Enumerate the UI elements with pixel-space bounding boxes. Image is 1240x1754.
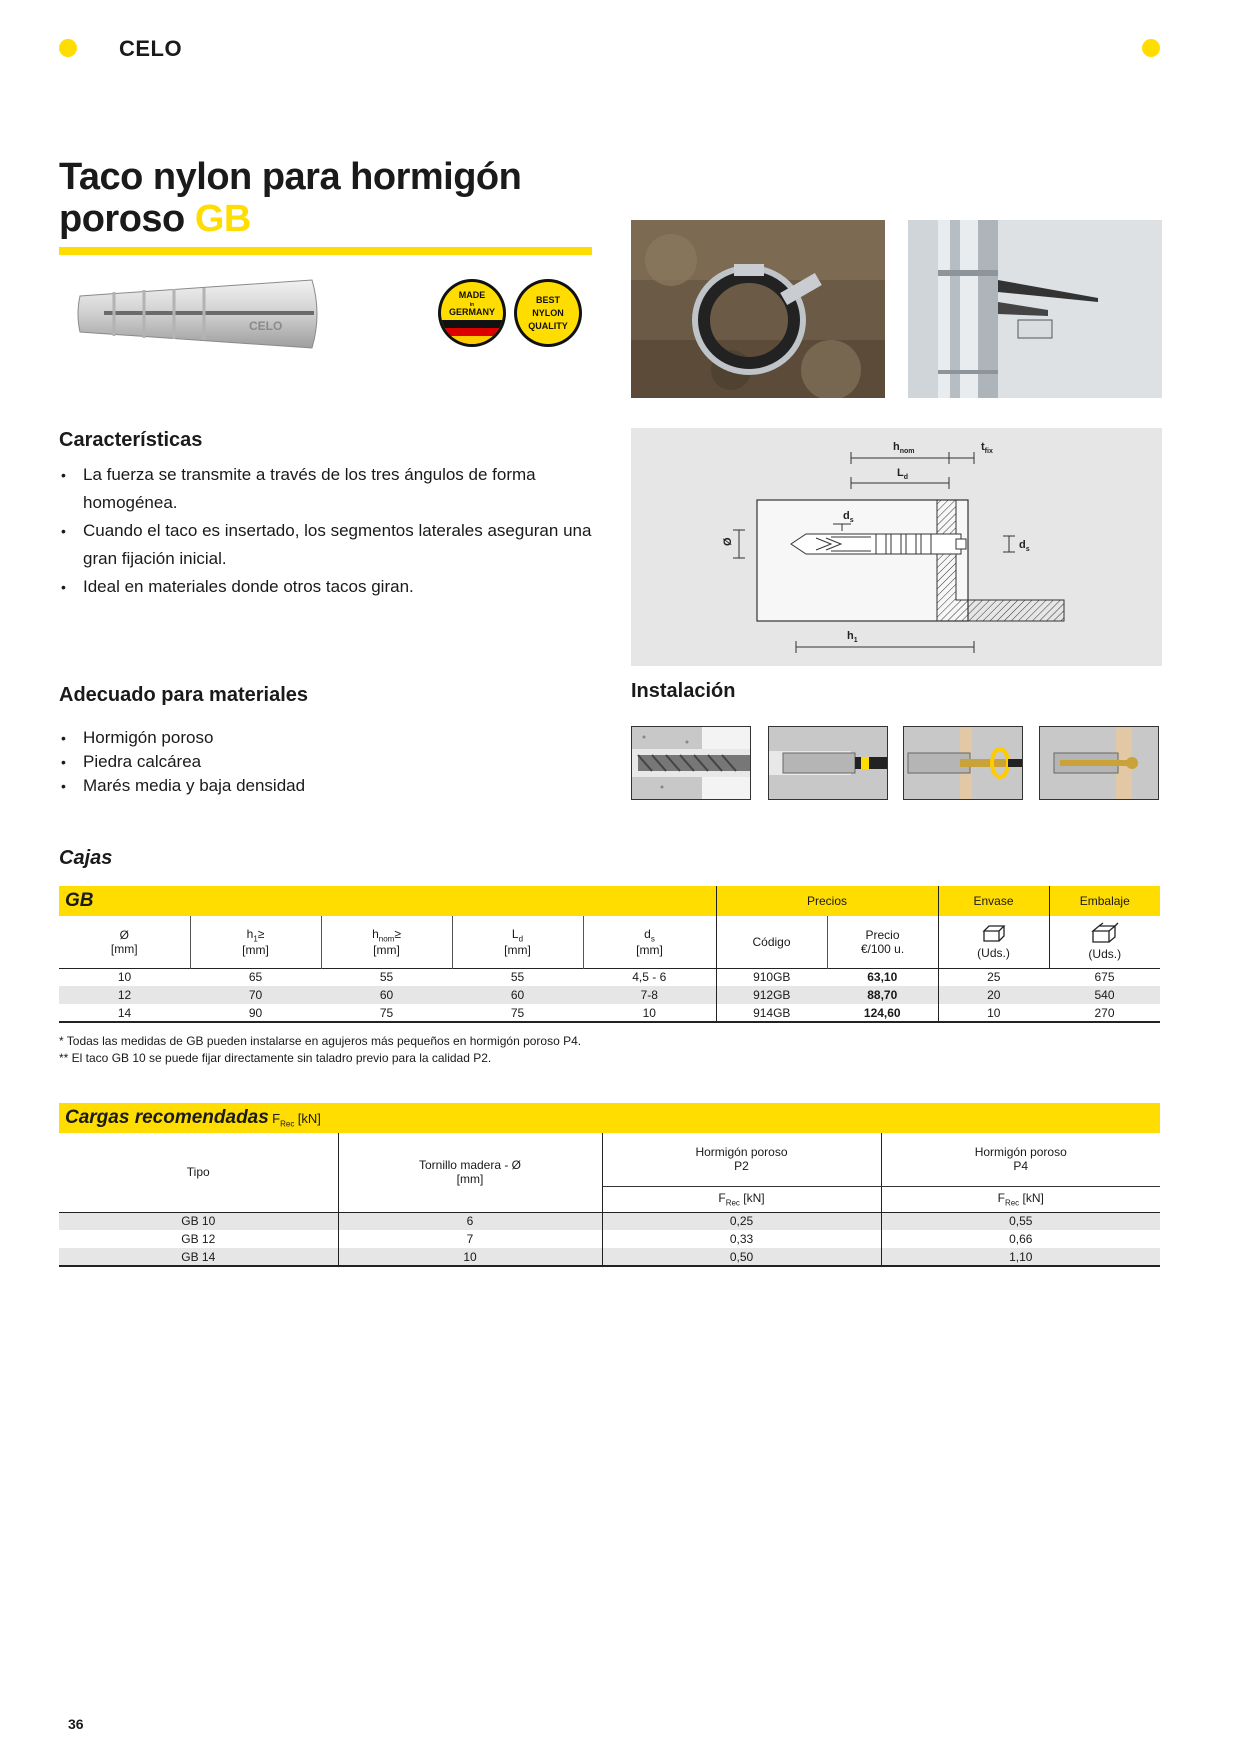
svg-text:tfix bbox=[981, 441, 993, 455]
label-d2: d bbox=[1019, 539, 1026, 551]
brand-name: CELO bbox=[119, 36, 183, 61]
label-nom: nom bbox=[899, 448, 915, 455]
list-item: • Ideal en materiales donde otros tacos giran. bbox=[59, 573, 599, 601]
label-h: h bbox=[893, 441, 900, 453]
label-d2-sub: s bbox=[1025, 546, 1030, 553]
badge-best-line3: QUALITY bbox=[528, 321, 568, 331]
made-in-germany-badge bbox=[437, 278, 507, 348]
col-embalaje: (Uds.) bbox=[1049, 916, 1160, 968]
table-row: GB 14 10 0,50 1,10 bbox=[59, 1248, 1160, 1266]
label-diameter: Ø bbox=[722, 537, 734, 546]
label-fix: fix bbox=[984, 448, 993, 455]
col-ld: $L_d$ [mm] bbox=[452, 916, 583, 968]
cargas-bar bbox=[59, 1103, 1160, 1133]
precios-group-header: Precios bbox=[716, 886, 938, 916]
title-underline bbox=[59, 247, 592, 255]
header-dot-left bbox=[59, 39, 77, 57]
embalaje-group-header: Embalaje bbox=[1049, 886, 1160, 916]
list-item: • Hormigón poroso bbox=[59, 726, 559, 750]
install-step-2 bbox=[768, 726, 888, 800]
table-row: 14 90 75 75 10 914GB 124,60 10 270 bbox=[59, 1004, 1160, 1022]
box-icon bbox=[981, 923, 1007, 943]
install-step-1 bbox=[631, 726, 751, 800]
gb-label: GB bbox=[65, 890, 94, 911]
cargas-table bbox=[59, 1103, 1160, 1267]
cajas-heading: Cajas bbox=[59, 847, 113, 869]
envase-group-header: Envase bbox=[938, 886, 1049, 916]
col-precio: Precio €/100 u. bbox=[827, 916, 938, 968]
col-tipo: Tipo bbox=[59, 1133, 338, 1212]
cargas-f: F bbox=[272, 1111, 281, 1126]
gb-bar bbox=[59, 886, 716, 916]
col-h1: $h_1\ge$ [mm] bbox=[190, 916, 321, 968]
col-envase: (Uds.) bbox=[938, 916, 1049, 968]
footnote-1: * Todas las medidas de GB pueden instalarse en agujeros más pequeños en hormigón poroso P4. bbox=[59, 1034, 582, 1048]
photo-wall-bracket bbox=[908, 220, 1162, 398]
badge-best-line1: BEST bbox=[535, 295, 561, 305]
col-hnom: $h_{nom}\ge$ [mm] bbox=[321, 916, 452, 968]
col-p4-frec: $F_{Rec}$ [kN] bbox=[997, 1190, 1044, 1208]
cajas-footnotes bbox=[59, 1033, 959, 1067]
install-step-3 bbox=[903, 726, 1023, 800]
svg-text:h1 bbox=[847, 630, 858, 644]
title-accent: GB bbox=[194, 198, 251, 240]
table-row: 12 70 60 60 7-8 912GB 88,70 20 540 bbox=[59, 986, 1160, 1004]
table-row: GB 12 7 0,33 0,66 bbox=[59, 1230, 1160, 1248]
cajas-table bbox=[59, 886, 1160, 1023]
caracteristicas-heading: Características bbox=[59, 429, 203, 451]
col-p2: Hormigón poroso P2 bbox=[602, 1133, 881, 1186]
instalacion-heading: Instalación bbox=[631, 680, 736, 702]
photo-pipe-clamp bbox=[631, 220, 885, 398]
title-line-2 bbox=[59, 198, 599, 240]
title-line-2-prefix: poroso bbox=[59, 198, 195, 240]
carton-icon bbox=[1090, 922, 1120, 944]
product-image bbox=[74, 278, 324, 350]
best-nylon-quality-badge bbox=[513, 278, 583, 348]
list-item: • Marés media y baja densidad bbox=[59, 774, 559, 798]
cargas-heading: Cargas recomendadas bbox=[65, 1107, 269, 1128]
table-row: GB 10 6 0,25 0,55 bbox=[59, 1212, 1160, 1230]
list-item: • La fuerza se transmite a través de los tres ángulos de forma homogénea. bbox=[59, 461, 599, 517]
table-row: 10 65 55 55 4,5 - 6 910GB 63,10 25 675 bbox=[59, 968, 1160, 986]
materiales-list bbox=[59, 726, 559, 798]
label-d-sub: s bbox=[849, 517, 854, 524]
page-title bbox=[59, 156, 599, 240]
product-logo: CELO bbox=[249, 319, 283, 333]
caracteristicas-list bbox=[59, 461, 599, 601]
footnote-2: ** El taco GB 10 se puede fijar directamente sin taladro previo para la calidad P2. bbox=[59, 1051, 492, 1065]
list-item: • Cuando el taco es insertado, los segmentos laterales aseguran una gran fijación inicial. bbox=[59, 517, 599, 573]
col-diam: Ø [mm] bbox=[59, 916, 190, 968]
label-l-sub: d bbox=[903, 474, 909, 481]
svg-text:Ld bbox=[897, 467, 908, 481]
list-item: • Piedra calcárea bbox=[59, 750, 559, 774]
label-h1: h bbox=[847, 630, 854, 642]
label-l: L bbox=[897, 467, 904, 479]
label-d: d bbox=[843, 510, 850, 522]
col-tornillo: Tornillo madera - Ø [mm] bbox=[338, 1133, 602, 1212]
header-dot-right bbox=[1142, 39, 1160, 57]
badge-best-line2: NYLON bbox=[532, 308, 564, 318]
col-codigo: Código bbox=[716, 916, 827, 968]
install-step-4 bbox=[1039, 726, 1159, 800]
label-t: t bbox=[981, 441, 985, 453]
col-ds: $d_s$ [mm] bbox=[583, 916, 716, 968]
cargas-unit: [kN] bbox=[297, 1111, 321, 1126]
page-number: 36 bbox=[68, 1716, 84, 1732]
title-line-1: Taco nylon para hormigón bbox=[59, 156, 522, 198]
svg-text:ds bbox=[1019, 539, 1030, 553]
badge-made-line1: MADE bbox=[458, 290, 486, 300]
col-p4: Hormigón poroso P4 bbox=[881, 1133, 1160, 1186]
cargas-f-sub: Rec bbox=[280, 1119, 295, 1129]
col-p2-frec: $F_{Rec}$ [kN] bbox=[602, 1186, 881, 1212]
svg-text:hnom bbox=[893, 441, 915, 455]
materiales-heading: Adecuado para materiales bbox=[59, 684, 308, 706]
label-h1-sub: 1 bbox=[853, 637, 858, 644]
technical-diagram bbox=[631, 428, 1162, 666]
badge-made-line3: GERMANY bbox=[448, 307, 496, 317]
badge-made-line2: in bbox=[469, 302, 475, 308]
